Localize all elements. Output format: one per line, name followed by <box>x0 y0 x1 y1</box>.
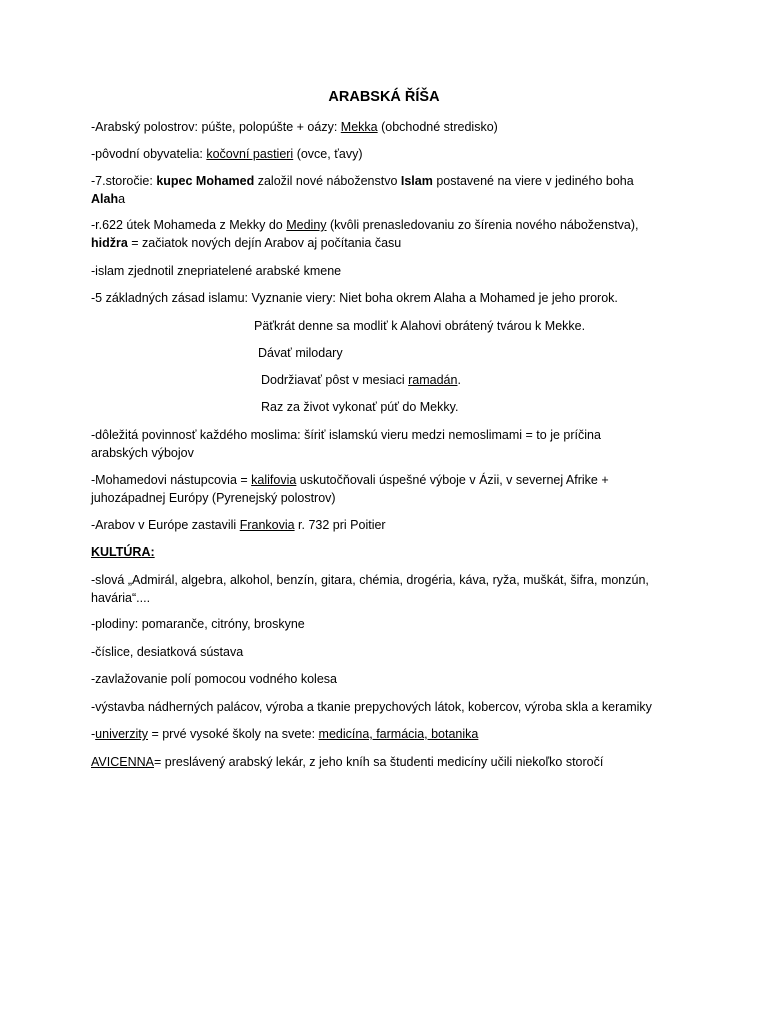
text-run: uskutočňovali úspešné výboje v Ázii, v severnej Afrike + <box>296 473 609 487</box>
paragraph-universities <box>91 725 691 743</box>
text-run: (obchodné stredisko) <box>377 120 498 134</box>
text-run: -Arabský polostrov: púšte, polopúšte + oázy: <box>91 120 341 134</box>
underlined-term: ramadán <box>408 373 458 387</box>
text-run: -Arabov v Európe zastavili <box>91 518 240 532</box>
paragraph-words <box>91 571 691 607</box>
underlined-term: univerzity <box>95 727 148 741</box>
paragraph-palaces: -výstavba nádherných palácov, výroba a tkanie prepychových látok, kobercov, výroba skla a keramiky <box>91 700 652 714</box>
text-run: -pôvodní obyvatelia: <box>91 147 207 161</box>
text-run: -7.storočie: <box>91 174 157 188</box>
text-run: (ovce, ťavy) <box>293 147 363 161</box>
text-run: -dôležitá povinnosť každého moslima: šíriť islamskú vieru medzi nemoslimami = to je príčina <box>91 428 601 442</box>
text-run: (kvôli prenasledovaniu zo šírenia nového náboženstva), <box>326 218 639 232</box>
paragraph-numerals: -číslice, desiatková sústava <box>91 645 244 659</box>
text-run: - <box>91 727 96 741</box>
text-run: r. 732 pri Poitier <box>294 518 386 532</box>
text-run: Dodržiavať pôst v mesiaci <box>261 373 409 387</box>
text-run: postavené na viere v jediného boha <box>432 174 634 188</box>
pillar-pilgrimage: Raz za život vykonať púť do Mekky. <box>261 400 459 414</box>
paragraph-islam-united: -islam zjednotil znepriatelené arabské kmene <box>91 264 342 278</box>
text-run: a <box>118 192 126 206</box>
underlined-term: Frankovia <box>239 518 295 532</box>
paragraph-caliphs <box>91 471 691 507</box>
paragraph-five-pillars: -5 základných zásad islamu: Vyznanie viery: Niet boha okrem Alaha a Mohamed je jeho prorok. <box>91 291 618 305</box>
paragraph-irrigation: -zavlažovanie polí pomocou vodného kolesa <box>91 672 337 686</box>
paragraph-original-inhabitants <box>91 145 691 163</box>
pillar-alms: Dávať milodary <box>258 346 343 360</box>
underlined-term: kočovní pastieri <box>206 147 294 161</box>
underlined-term: Mediny <box>286 218 327 232</box>
pillar-fasting <box>261 371 768 389</box>
bold-term: kupec Mohamed <box>156 174 255 188</box>
paragraph-7th-century <box>91 172 691 208</box>
pillar-prayer: Päťkrát denne sa modliť k Alahovi obrátený tvárou k Mekke. <box>254 319 586 333</box>
underlined-term: AVICENNA <box>91 755 154 769</box>
paragraph-hijra <box>91 216 691 252</box>
underlined-term: medicína, farmácia, botanika <box>318 727 479 741</box>
paragraph-crops: -plodiny: pomaranče, citróny, broskyne <box>91 617 305 631</box>
text-run: . <box>457 373 461 387</box>
text-run: -Mohamedovi nástupcovia = <box>91 473 252 487</box>
paragraph-avicenna <box>91 753 691 771</box>
text-run: -r.622 útek Mohameda z Mekky do <box>91 218 287 232</box>
document-title: ARABSKÁ ŘÍŠA <box>328 89 440 105</box>
heading-culture: KULTÚRA: <box>91 545 155 559</box>
text-run: havária“.... <box>91 591 151 605</box>
text-run: -slová „Admirál, algebra, alkohol, benzín, gitara, chémia, drogéria, káva, ryža, muškát, šifra, monzún, <box>91 573 649 587</box>
bold-term: Islam <box>400 174 433 188</box>
underlined-term: Mekka <box>340 120 378 134</box>
text-run: juhozápadnej Európy (Pyrenejský polostrov) <box>91 491 336 505</box>
text-run: arabských výbojov <box>91 446 194 460</box>
paragraph-arabian-peninsula <box>91 118 691 136</box>
paragraph-franks <box>91 516 691 534</box>
text-run: = začiatok nových dejín Arabov aj počítania času <box>127 236 402 250</box>
text-run: = preslávený arabský lekár, z jeho kníh sa študenti medicíny učili niekoľko storočí <box>153 755 604 769</box>
bold-term: Alah <box>91 192 119 206</box>
paragraph-duty <box>91 426 691 462</box>
underlined-term: kalifovia <box>251 473 297 487</box>
text-run: = prvé vysoké školy na svete: <box>147 727 319 741</box>
text-run: založil nové náboženstvo <box>254 174 401 188</box>
bold-term: hidžra <box>91 236 128 250</box>
